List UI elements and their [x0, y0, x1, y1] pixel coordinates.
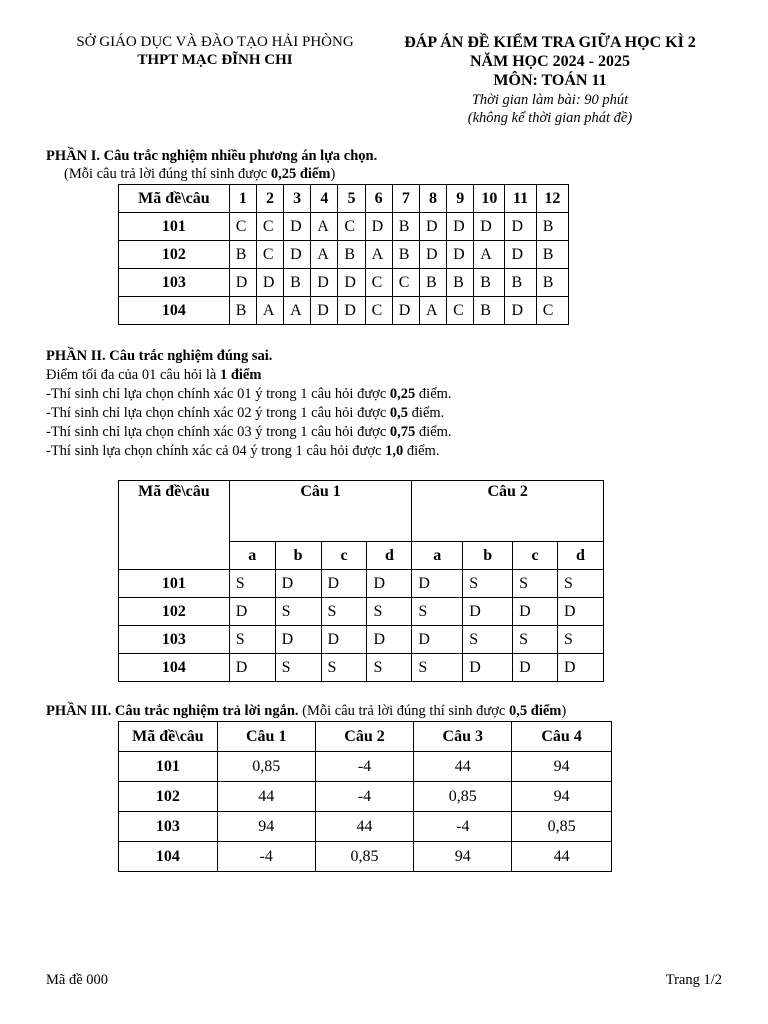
- part2-max-score: Điểm tối đa của 01 câu hỏi là 1 điểm: [46, 367, 262, 383]
- rule-score: 0,75: [389, 424, 416, 440]
- rule-score: 0,5: [389, 405, 409, 421]
- answer-cell: S: [367, 598, 412, 626]
- scoring-rule: [46, 424, 452, 443]
- exam-code: Mã đề 000: [46, 972, 109, 988]
- scoring-rule: [46, 405, 452, 424]
- answer-cell: D: [505, 213, 536, 241]
- answer-cell: S: [321, 654, 367, 682]
- answer-cell: 44: [512, 842, 612, 872]
- answer-cell: D: [412, 626, 463, 654]
- answer-cell: S: [229, 626, 275, 654]
- answer-cell: 94: [414, 842, 512, 872]
- answer-cell: D: [321, 626, 367, 654]
- answer-cell: B: [474, 297, 505, 325]
- exam-code-cell: 104: [119, 297, 230, 325]
- part3-answer-table: [118, 721, 612, 872]
- table-row: [119, 570, 604, 598]
- table-header-row: [119, 481, 604, 542]
- subquestion-header: a: [412, 542, 463, 570]
- answer-cell: D: [513, 654, 558, 682]
- answer-cell: D: [229, 654, 275, 682]
- answer-cell: D: [284, 213, 311, 241]
- answer-cell: D: [365, 213, 392, 241]
- duration: Thời gian làm bài: 90 phút: [471, 92, 629, 108]
- school-name: THPT MẠC ĐĨNH CHI: [137, 52, 293, 68]
- column-header: Câu 3: [414, 722, 512, 752]
- answer-cell: D: [311, 269, 338, 297]
- table-row: [119, 654, 604, 682]
- column-header: 6: [365, 185, 392, 213]
- exam-code-cell: 103: [119, 626, 230, 654]
- exam-header: [380, 34, 720, 127]
- answer-cell: S: [412, 654, 463, 682]
- answer-cell: D: [558, 654, 604, 682]
- column-header: 11: [505, 185, 536, 213]
- answer-cell: S: [558, 626, 604, 654]
- answer-cell: D: [256, 269, 283, 297]
- school-year: NĂM HỌC 2024 - 2025: [470, 53, 630, 70]
- answer-cell: C: [365, 269, 392, 297]
- answer-cell: B: [536, 269, 568, 297]
- answer-cell: -4: [315, 752, 414, 782]
- part2-answer-table: [118, 480, 604, 682]
- part1-title: PHẦN I. Câu trắc nghiệm nhiều phương án lựa chọn.: [46, 148, 378, 164]
- column-header: 12: [536, 185, 568, 213]
- answer-cell: 0,85: [315, 842, 414, 872]
- table-corner-cell: Mã đề\câu: [119, 481, 230, 570]
- answer-cell: S: [513, 626, 558, 654]
- answer-cell: S: [463, 626, 513, 654]
- column-header: 3: [284, 185, 311, 213]
- answer-cell: D: [311, 297, 338, 325]
- answer-cell: D: [284, 241, 311, 269]
- table-row: [119, 241, 569, 269]
- answer-cell: B: [392, 213, 419, 241]
- exam-code-cell: 101: [119, 570, 230, 598]
- answer-cell: B: [229, 241, 256, 269]
- part3-title: PHẦN III. Câu trắc nghiệm trả lời ngắn. (Mỗi câu trả lời đúng thí sinh được 0,5 điểm): [46, 703, 567, 719]
- answer-cell: D: [275, 570, 321, 598]
- exam-code-cell: 104: [119, 654, 230, 682]
- answer-cell: 0,85: [217, 752, 315, 782]
- answer-cell: -4: [414, 812, 512, 842]
- part2-rules: [46, 386, 452, 462]
- answer-cell: 0,85: [512, 812, 612, 842]
- answer-cell: D: [229, 269, 256, 297]
- rule-text: điểm.: [403, 443, 440, 459]
- answer-cell: S: [321, 598, 367, 626]
- answer-cell: 44: [217, 782, 315, 812]
- answer-cell: D: [338, 297, 365, 325]
- table-header-row: [119, 185, 569, 213]
- duration-note: (không kể thời gian phát đề): [467, 110, 633, 126]
- answer-cell: -4: [315, 782, 414, 812]
- rule-text: điểm.: [408, 405, 445, 421]
- answer-cell: A: [284, 297, 311, 325]
- answer-cell: 44: [414, 752, 512, 782]
- column-header: 10: [474, 185, 505, 213]
- answer-cell: B: [536, 241, 568, 269]
- table-row: [119, 752, 612, 782]
- exam-code-cell: 101: [119, 213, 230, 241]
- answer-cell: B: [338, 241, 365, 269]
- column-header: 2: [256, 185, 283, 213]
- answer-cell: S: [558, 570, 604, 598]
- answer-cell: B: [229, 297, 256, 325]
- subquestion-header: c: [513, 542, 558, 570]
- table-corner-cell: Mã đề\câu: [119, 185, 230, 213]
- answer-cell: 44: [315, 812, 414, 842]
- part2-title: PHẦN II. Câu trắc nghiệm đúng sai.: [46, 348, 273, 364]
- answer-cell: D: [229, 598, 275, 626]
- table-row: [119, 269, 569, 297]
- answer-cell: A: [311, 241, 338, 269]
- answer-cell: D: [474, 213, 505, 241]
- answer-cell: B: [505, 269, 536, 297]
- answer-cell: S: [463, 570, 513, 598]
- column-header: Câu 2: [315, 722, 414, 752]
- answer-cell: A: [311, 213, 338, 241]
- answer-cell: C: [365, 297, 392, 325]
- answer-cell: D: [463, 654, 513, 682]
- subquestion-header: c: [321, 542, 367, 570]
- column-header: 8: [419, 185, 446, 213]
- exam-code-cell: 103: [119, 269, 230, 297]
- answer-cell: D: [338, 269, 365, 297]
- rule-score: 1,0: [385, 443, 404, 459]
- answer-cell: S: [229, 570, 275, 598]
- answer-cell: D: [447, 213, 474, 241]
- subquestion-header: d: [558, 542, 604, 570]
- rule-text: điểm.: [415, 386, 452, 402]
- column-header: 1: [229, 185, 256, 213]
- answer-cell: D: [558, 598, 604, 626]
- column-header: 7: [392, 185, 419, 213]
- department-name: SỞ GIÁO DỤC VÀ ĐÀO TẠO HẢI PHÒNG: [76, 34, 354, 50]
- subquestion-header: d: [367, 542, 412, 570]
- answer-cell: D: [513, 598, 558, 626]
- rule-text: -Thí sinh chỉ lựa chọn chính xác 02 ý trong 1 câu hỏi được: [46, 405, 390, 421]
- answer-cell: 94: [512, 752, 612, 782]
- rule-score: 0,25: [389, 386, 416, 402]
- answer-cell: A: [474, 241, 505, 269]
- answer-cell: S: [412, 598, 463, 626]
- answer-cell: D: [463, 598, 513, 626]
- page-number: Trang 1/2: [665, 972, 722, 988]
- exam-code-cell: 102: [119, 598, 230, 626]
- answer-cell: B: [447, 269, 474, 297]
- answer-cell: D: [392, 297, 419, 325]
- answer-cell: B: [419, 269, 446, 297]
- group-header-cau1: Câu 1: [229, 481, 412, 542]
- part1-answer-table: [118, 184, 569, 325]
- table-row: [119, 842, 612, 872]
- table-corner-cell: Mã đề\câu: [119, 722, 218, 752]
- exam-code-cell: 104: [119, 842, 218, 872]
- answer-cell: D: [419, 241, 446, 269]
- answer-cell: S: [367, 654, 412, 682]
- column-header: Câu 4: [512, 722, 612, 752]
- subquestion-header: b: [463, 542, 513, 570]
- answer-cell: D: [447, 241, 474, 269]
- column-header: 9: [447, 185, 474, 213]
- answer-cell: C: [447, 297, 474, 325]
- answer-cell: S: [275, 598, 321, 626]
- exam-code-cell: 102: [119, 782, 218, 812]
- answer-cell: C: [536, 297, 568, 325]
- answer-cell: D: [505, 241, 536, 269]
- table-row: [119, 626, 604, 654]
- answer-cell: B: [536, 213, 568, 241]
- answer-cell: 94: [217, 812, 315, 842]
- answer-cell: 94: [512, 782, 612, 812]
- answer-cell: C: [256, 241, 283, 269]
- answer-cell: D: [367, 570, 412, 598]
- answer-cell: B: [474, 269, 505, 297]
- answer-cell: A: [256, 297, 283, 325]
- answer-cell: D: [412, 570, 463, 598]
- answer-cell: A: [419, 297, 446, 325]
- answer-cell: C: [229, 213, 256, 241]
- scoring-rule: [46, 443, 452, 462]
- answer-cell: C: [256, 213, 283, 241]
- exam-code-cell: 101: [119, 752, 218, 782]
- answer-cell: -4: [217, 842, 315, 872]
- table-row: [119, 297, 569, 325]
- answer-cell: S: [513, 570, 558, 598]
- table-row: [119, 213, 569, 241]
- exam-code-cell: 102: [119, 241, 230, 269]
- scoring-rule: [46, 386, 452, 405]
- rule-text: -Thí sinh lựa chọn chính xác cả 04 ý trong 1 câu hỏi được: [46, 443, 386, 459]
- subquestion-header: a: [229, 542, 275, 570]
- answer-cell: D: [505, 297, 536, 325]
- answer-cell: C: [392, 269, 419, 297]
- exam-code-cell: 103: [119, 812, 218, 842]
- exam-title: ĐÁP ÁN ĐỀ KIỂM TRA GIỮA HỌC KÌ 2: [404, 34, 696, 51]
- column-header: 5: [338, 185, 365, 213]
- rule-text: -Thí sinh chỉ lựa chọn chính xác 01 ý trong 1 câu hỏi được: [46, 386, 390, 402]
- answer-cell: D: [321, 570, 367, 598]
- column-header: 4: [311, 185, 338, 213]
- part1-note: (Mỗi câu trả lời đúng thí sinh được 0,25 điểm): [64, 166, 336, 182]
- answer-cell: A: [365, 241, 392, 269]
- rule-text: -Thí sinh chỉ lựa chọn chính xác 03 ý trong 1 câu hỏi được: [46, 424, 390, 440]
- table-header-row: [119, 722, 612, 752]
- column-header: Câu 1: [217, 722, 315, 752]
- answer-cell: C: [338, 213, 365, 241]
- table-row: [119, 598, 604, 626]
- answer-cell: B: [392, 241, 419, 269]
- answer-cell: B: [284, 269, 311, 297]
- rule-text: điểm.: [415, 424, 452, 440]
- school-header: [55, 34, 375, 69]
- answer-cell: 0,85: [414, 782, 512, 812]
- subject: MÔN: TOÁN 11: [493, 72, 607, 89]
- table-row: [119, 782, 612, 812]
- answer-cell: D: [419, 213, 446, 241]
- subquestion-header: b: [275, 542, 321, 570]
- answer-cell: D: [275, 626, 321, 654]
- group-header-cau2: Câu 2: [412, 481, 604, 542]
- answer-cell: S: [275, 654, 321, 682]
- table-row: [119, 812, 612, 842]
- answer-cell: D: [367, 626, 412, 654]
